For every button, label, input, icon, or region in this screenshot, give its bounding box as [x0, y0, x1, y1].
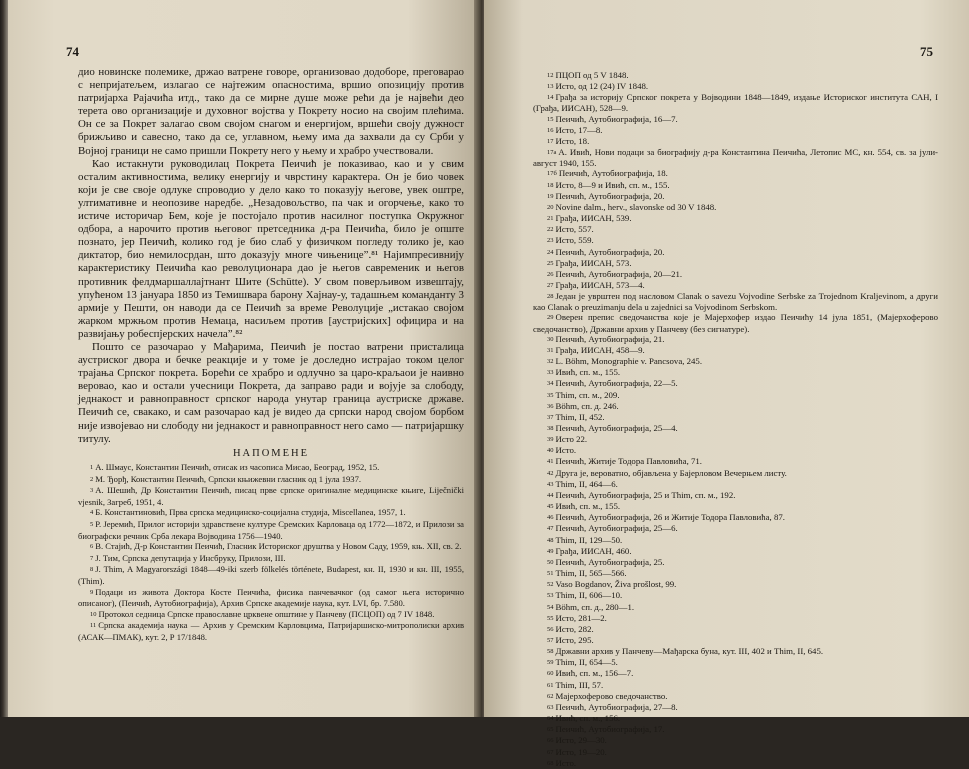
footnote-number: 46: [547, 514, 554, 522]
footnote-number: 64: [547, 715, 554, 723]
footnote-number: 11: [90, 622, 97, 630]
footnote-number: 22: [547, 226, 554, 234]
footnote-number: 8: [90, 566, 94, 574]
footnote-number: 12: [547, 72, 554, 79]
footnote: [78, 553, 464, 565]
footnote-number: 61: [547, 681, 554, 689]
footnote: [78, 507, 464, 519]
footnote-text: Пеичић, Аутобиографија, 25—6.: [555, 523, 678, 534]
footnote-number: 58: [547, 648, 554, 656]
footnote-number: 23: [547, 237, 554, 245]
footnote-text: Пеичић, Аутобиографија, 21.: [555, 333, 665, 344]
footnote-text: Пеичић, Аутобиографија, 25.: [555, 556, 665, 567]
left-page: [8, 0, 478, 717]
footnote-text: Исто, 29—30.: [555, 735, 607, 746]
footnote: [78, 462, 464, 474]
footnote-number: 54: [547, 603, 554, 611]
footnote-number: 33: [547, 369, 554, 377]
footnote: [533, 713, 938, 724]
footnote-text: J. Тим, Српска депутација у Инсбруку, Прилози, III.: [95, 552, 286, 563]
footnote-number: 9: [90, 588, 94, 596]
footnote: [533, 702, 938, 713]
footnote-number: 13: [547, 83, 554, 91]
footnote: [533, 501, 938, 512]
footnote-number: 30: [547, 335, 554, 343]
paragraph-3: Пошто се разочарао у Мађарима, Пеичић је постао ватрени присталица аустриског двора и бечке реакције и у томе је доследно истрајао током целог трајања Српског покрета. Борећи се храбро и одлучно за царо-краљаои је наивно веровао, као и остали учесници Покрета, да заправо ради и војује за слободу, једнакост и равноправност српског народа унутар граница аустриске државе. Пеичић се, свакако, и сам разочарао кад је видео да српски народ својом борбом није извојевао ни слободу ни једнакост и равноправност него само — патријаршку титулу.: [78, 340, 464, 445]
footnote-number: 38: [547, 425, 554, 432]
page-number-right: 75: [920, 44, 933, 59]
footnote-number: 56: [547, 625, 554, 633]
footnote-text: Пеичић, Аутобиографија, 17.: [555, 724, 665, 735]
footnote-number: 27: [547, 281, 554, 289]
footnote-text: Ивић, сп. м., 156.: [555, 713, 621, 724]
footnote-text: Thim, II, 452.: [555, 411, 605, 422]
footnote-text: L. Böhm, Monographie v. Pancsova, 245.: [555, 356, 703, 367]
footnote: [533, 657, 938, 668]
footnote-text: Р. Јеремић, Прилог историји здравствене културе Сремских Карловаца од 1772—1872, и Прилози за биографски речник Срба лекара Војводина 1756—1940.: [78, 518, 464, 541]
footnote-number: 40: [547, 447, 554, 455]
footnote: [533, 356, 938, 367]
footnote-number: 49: [547, 547, 554, 555]
notes-heading: НАПОМЕНЕ: [232, 448, 310, 459]
footnote-text: Грађа, ИИСАН, 460.: [555, 545, 632, 556]
footnote: [533, 423, 938, 434]
footnote: [78, 541, 464, 553]
footnote-number: 65: [547, 726, 554, 734]
footnote-text: Исто, 19—20.: [555, 746, 607, 757]
footnote-number: 45: [547, 503, 554, 511]
footnote-text: Thim, III, 57.: [555, 679, 604, 690]
footnote-number: 17б: [547, 170, 557, 178]
footnote-number: 4: [90, 509, 94, 517]
page-number-left: 74: [66, 44, 79, 59]
footnote-text: А. Ивић, Нови подаци за биографију д-ра Константина Пеичића, Летопис МС, кн. 554, св. за јули-август 1940, 155.: [533, 147, 938, 169]
footnote-text: Пеичић, Аутобиографија, 20—21.: [555, 268, 683, 279]
footnote-text: Исто, 557.: [555, 224, 594, 235]
right-page: [484, 0, 969, 768]
footnote-number: 28: [547, 293, 554, 301]
footnotes-left: [78, 462, 464, 643]
footnote-number: 32: [547, 358, 554, 366]
footnote-number: 63: [547, 703, 554, 711]
footnote-text: Novine dalm., herv., slavonske od 30 V 1848.: [555, 201, 717, 212]
footnote-text: Исто.: [555, 757, 577, 768]
footnote-text: Исто, 17—8.: [555, 124, 603, 135]
footnote: [533, 568, 938, 579]
footnote-number: 19: [547, 192, 554, 200]
footnote-number: 43: [547, 480, 554, 488]
footnote-number: 18: [547, 181, 554, 189]
paragraph-2: Као истакнути руководилац Покрета Пеичић је показивао, као и у свим осталим активностима, велику енергију и чврстину карактера. Он је био човек који је све своје одлуке спроводио у дело како то показују његове, увек оштре, ултимативне и неопозиве наредбе. „Незадовољство, па чак и огорчење, како то истиче историчар Бем, које је постојало против насилног поступка Окружног одбора, а нарочито против његовог претседника д-ра Пеичића, било је опште познато, јер Пеичић, колико год је био слаб у физичком погледу толико је, као диктатор, био немилосрдан, што доказују многе чињенице”.⁸¹ Најимпресивнију карактеристику Пеичића као револуционара дао је његов савременик и његов противник фелдмаршаллајтнант Шите (Schütte). У свом поверљивом извештају, упућеном 13 јануара 1850 из Темишвара барону Хајнау-у, тадашњем команданту 3 армије у Пешти, он наводи да се Пеичић за време Револуције „истакао својом жарком мржњом против Немаца, насиљем против [аустријских] официра и на развијању робеспјерских начела”.⁸²: [78, 157, 464, 340]
footnote-text: Исто 22.: [555, 434, 588, 445]
footnote-text: Böhm, сп. д. 246.: [555, 400, 619, 411]
footnote-text: Пеичић, Аутобиографија, 26 и Житије Тодора Павловића, 87.: [555, 512, 785, 523]
footnote-text: Ивић, сп. м., 155.: [555, 367, 621, 378]
footnote: [533, 445, 938, 456]
footnote: [533, 758, 938, 769]
footnote: [533, 224, 938, 235]
footnote-text: Исто, 8—9 и Ивић, сп. м., 155.: [555, 179, 670, 190]
footnote-text: J. Thim, A Magyarországi 1848—49-iki szerb fölkelés története, Budapest, кн. II, 1930 и кн. III, 1955, (Thim).: [78, 564, 464, 586]
footnote-number: 3: [90, 487, 94, 495]
footnote-number: 21: [547, 215, 554, 223]
footnote: [533, 523, 938, 534]
footnote-text: Грађа, ИИСАН, 539.: [555, 213, 632, 224]
footnote-number: 6: [90, 543, 94, 551]
footnote-text: Исто, 18.: [555, 135, 590, 146]
footnote-text: Мајерхоферово сведочанство.: [555, 690, 668, 701]
footnote-number: 42: [547, 469, 554, 477]
footnote-number: 7: [90, 554, 94, 562]
footnote: [533, 412, 938, 423]
footnote: [533, 546, 938, 557]
footnote: [533, 291, 938, 312]
footnote: [533, 258, 938, 269]
footnote: [533, 479, 938, 490]
footnote-number: 20: [547, 203, 554, 211]
footnote: [78, 474, 464, 486]
footnote-number: 41: [547, 458, 554, 466]
footnote-text: Пеичић, Аутобиографија, 22—5.: [555, 378, 678, 389]
footnote: [533, 490, 938, 501]
footnote: [533, 81, 938, 92]
footnote-number: 66: [547, 737, 554, 745]
footnote-text: В. Стајић, Д-р Константин Пеичић, Гласник Историског друштва у Новом Саду, 1959, књ. XII, св. 2.: [95, 541, 462, 552]
footnote: [533, 334, 938, 345]
footnote: [533, 590, 938, 601]
footnote-number: 25: [547, 259, 554, 267]
footnote-number: 52: [547, 581, 554, 589]
footnote-text: Грађа, ИИСАН, 573—4.: [555, 279, 645, 290]
footnote: [533, 147, 938, 168]
footnote-text: Vaso Bogdanov, Živa prošlost, 99.: [555, 579, 677, 590]
footnote: [533, 613, 938, 624]
footnote-number: 50: [547, 558, 554, 566]
footnote-text: Thim, сп. м., 209.: [555, 389, 620, 400]
footnote: [533, 691, 938, 702]
footnote-text: Исто, 282.: [555, 623, 594, 634]
footnote-number: 17: [547, 137, 554, 145]
footnote-number: 51: [547, 570, 554, 578]
footnote: [533, 401, 938, 412]
footnote: [533, 180, 938, 191]
footnote: [533, 136, 938, 147]
footnote: [533, 557, 938, 568]
footnote: [533, 390, 938, 401]
footnote-text: Друга је, вероватно, објављена у Бајерловом Вечерњем листу.: [555, 467, 787, 478]
footnote: [533, 456, 938, 467]
footnote-text: Исто.: [555, 445, 577, 456]
footnote: [533, 92, 938, 113]
footnote-text: Ивић, сп. м., 155.: [555, 501, 621, 512]
footnote-text: Пеичић, Аутобиографија, 25—4.: [555, 423, 678, 433]
footnote-number: 47: [547, 525, 554, 533]
footnote: [533, 602, 938, 613]
footnote: [533, 635, 938, 646]
footnote-text: Thim, II, 129—50.: [555, 534, 623, 545]
footnote-text: Грађа, ИИСАН, 458—9.: [555, 344, 645, 355]
footnote-text: Оверен препис сведочанства које је Мајерхофер издао Пеичићу 14 јула 1851, (Мајерхоферово сведочанство), Државни архив у Панчеву (без сигнатуре).: [533, 312, 938, 334]
footnote: [533, 468, 938, 479]
footnote-text: Böhm, сп. д., 280—1.: [555, 601, 635, 612]
footnote-text: Thim, II, 565—566.: [555, 568, 627, 579]
footnote-text: Пеичић, Житије Тодора Павловића, 71.: [555, 456, 702, 467]
footnote: [78, 519, 464, 541]
footnote-text: Пеичић, Аутобиографија, 20.: [555, 246, 665, 257]
footnote-text: Грађа за историју Српског покрета у Војводини 1848—1849, издање Историског института САН, I (Грађа, ИИСАН), 528—9.: [533, 92, 938, 114]
footnote: [533, 624, 938, 635]
footnote-number: 24: [547, 248, 554, 256]
footnote-number: 16: [547, 126, 554, 134]
footnote: [533, 434, 938, 445]
footnote-number: 59: [547, 659, 554, 667]
footnote-number: 15: [547, 115, 554, 123]
paragraph-1: дио новинске полемике, држао ватрене говоре, организовао додобоpe, преговарао с непријатељем, излагао се најтежим опасностима, вршио опозицију против патријарха Рајачића итд., тако да се мирне душе може рећи да је највећи део терета ово организације и духовног војства у Покрету носио на својим плећима. Он се за Покрет залагао свом својом снагом и енергијом, вршећи своју дужност брижљиво и савесно, тако да се, углавном, њему има да захвали да су Срби у Војној граници не само пришли Покрету него у њему и храбро учествовали.: [78, 66, 464, 157]
footnote-number: 68: [547, 759, 554, 767]
footnote-text: Српска академија наука — Архив у Сремским Карловцима, Патријаршиско-митрополиски архив (АСАК—ПМАК), кут. 2, Р 17/1848.: [78, 620, 464, 642]
footnote: [533, 747, 938, 758]
footnote: [533, 312, 938, 333]
footnote-text: Државни архив у Панчеву—Мађарска буна, кут. III, 402 и Thim, II, 645.: [555, 646, 824, 657]
footnote-text: Исто, 559.: [555, 235, 594, 246]
footnote-text: Подаци из живота Доктора Косте Пеичића, фисика панчевачког (од самог њега исторично описаног), (Пеичић, Аутобиографија), Архив Српске академије наука, кут. LVI, бр. 7.580.: [78, 586, 464, 609]
footnote: [533, 280, 938, 291]
footnote-text: Један је уврштен под насловом Clanak o savezu Vojvodine Serbske za Trojednom Kraljevinom, а други као Clanak o preuzimanju dela u zajednici sa Vojvodinom Serbskom.: [533, 291, 938, 313]
footnote: [533, 512, 938, 523]
footnote: [78, 620, 464, 642]
footnote: [533, 345, 938, 356]
footnote: [533, 367, 938, 378]
footnote-text: Б. Константиновић, Прва српска медицинско-социјална студија, Miscellanea, 1957, 1.: [95, 507, 406, 518]
footnote: [78, 587, 464, 609]
footnote: [533, 70, 938, 81]
footnote-number: 34: [547, 380, 554, 388]
footnote-number: 29: [547, 314, 554, 322]
footnote-text: Исто, 295.: [555, 634, 594, 645]
footnote: [533, 724, 938, 735]
footnote-text: ПЦОП од 5 V 1848.: [555, 70, 629, 80]
footnote: [533, 535, 938, 546]
footnote-number: 57: [547, 636, 554, 644]
footnote: [533, 213, 938, 224]
footnote-number: 26: [547, 270, 554, 278]
footnote: [533, 114, 938, 125]
footnote: [533, 680, 938, 691]
footnote-text: Ивић, сп. м., 156—7.: [555, 668, 634, 679]
footnote-number: 17а: [547, 149, 557, 157]
footnote: [533, 378, 938, 389]
footnote: [533, 168, 938, 179]
footnote: [533, 646, 938, 657]
footnote: [533, 125, 938, 136]
footnote-number: 1: [90, 464, 94, 471]
footnote-number: 60: [547, 670, 554, 678]
footnote-text: Пеичић, Аутобиографија, 25 и Thim, сп. м., 192.: [555, 489, 736, 500]
footnote-number: 62: [547, 692, 554, 700]
footnote: [533, 668, 938, 679]
footnote: [533, 735, 938, 746]
footnotes-right: [533, 70, 938, 769]
footnote-text: А. Шмаус, Константин Пеичић, отисак из часописа Мисао, Београд, 1952, 15.: [95, 462, 380, 472]
footnote: [533, 269, 938, 280]
footnote: [78, 609, 464, 621]
footnote-text: Грађа, ИИСАН, 573.: [555, 257, 632, 268]
footnote-text: Thim, II, 464—6.: [555, 478, 618, 489]
footnote-text: Исто, 281—2.: [555, 612, 607, 623]
main-text: [78, 66, 464, 446]
footnote-number: 39: [547, 436, 554, 444]
footnote-number: 44: [547, 491, 554, 499]
footnote-text: Thim, II, 654—5.: [555, 657, 618, 668]
footnote: [533, 235, 938, 246]
footnote-number: 5: [90, 520, 94, 528]
footnote-number: 37: [547, 413, 554, 421]
footnote-text: Исто, од 12 (24) IV 1848.: [555, 81, 649, 92]
footnote: [78, 564, 464, 586]
footnote-number: 48: [547, 536, 554, 544]
footnote-text: Пеичић, Аутобиографија, 27—8.: [555, 701, 678, 712]
footnote-number: 55: [547, 614, 554, 622]
footnote-text: А. Шешић, Др Константин Пеичић, писац прве српске оригиналне медицинске књиге, Liječnički vjesnik, Загреб, 1951, 4.: [78, 485, 464, 507]
footnote-text: Протокол седница Српске православне црквене општине у Панчеву (ПСЦОП) од 7 IV 1848.: [98, 608, 435, 619]
footnote-number: 31: [547, 346, 554, 354]
footnote-text: Пеичић, Аутобиографија, 16—7.: [555, 113, 678, 124]
footnote-number: 10: [90, 610, 97, 618]
footnote: [533, 191, 938, 202]
footnote-number: 35: [547, 391, 554, 399]
footnote-number: 67: [547, 748, 554, 756]
footnote-number: 36: [547, 402, 554, 410]
footnote: [78, 485, 464, 507]
footnote-text: М. Ђорђ, Константин Пеичић, Српски књижевни гласник од 1 јула 1937.: [95, 473, 362, 484]
footnote-text: Пеичић, Аутобиографија, 18.: [558, 168, 668, 179]
footnote-text: Thim, II, 606—10.: [555, 590, 623, 601]
footnote: [533, 247, 938, 258]
footnote: [533, 579, 938, 590]
footnote-number: 53: [547, 592, 554, 600]
footnote-text: Пеичић, Аутобиографија, 20.: [555, 190, 665, 201]
footnote-number: 2: [90, 475, 94, 483]
footnote-number: 14: [547, 94, 554, 102]
footnote: [533, 202, 938, 213]
